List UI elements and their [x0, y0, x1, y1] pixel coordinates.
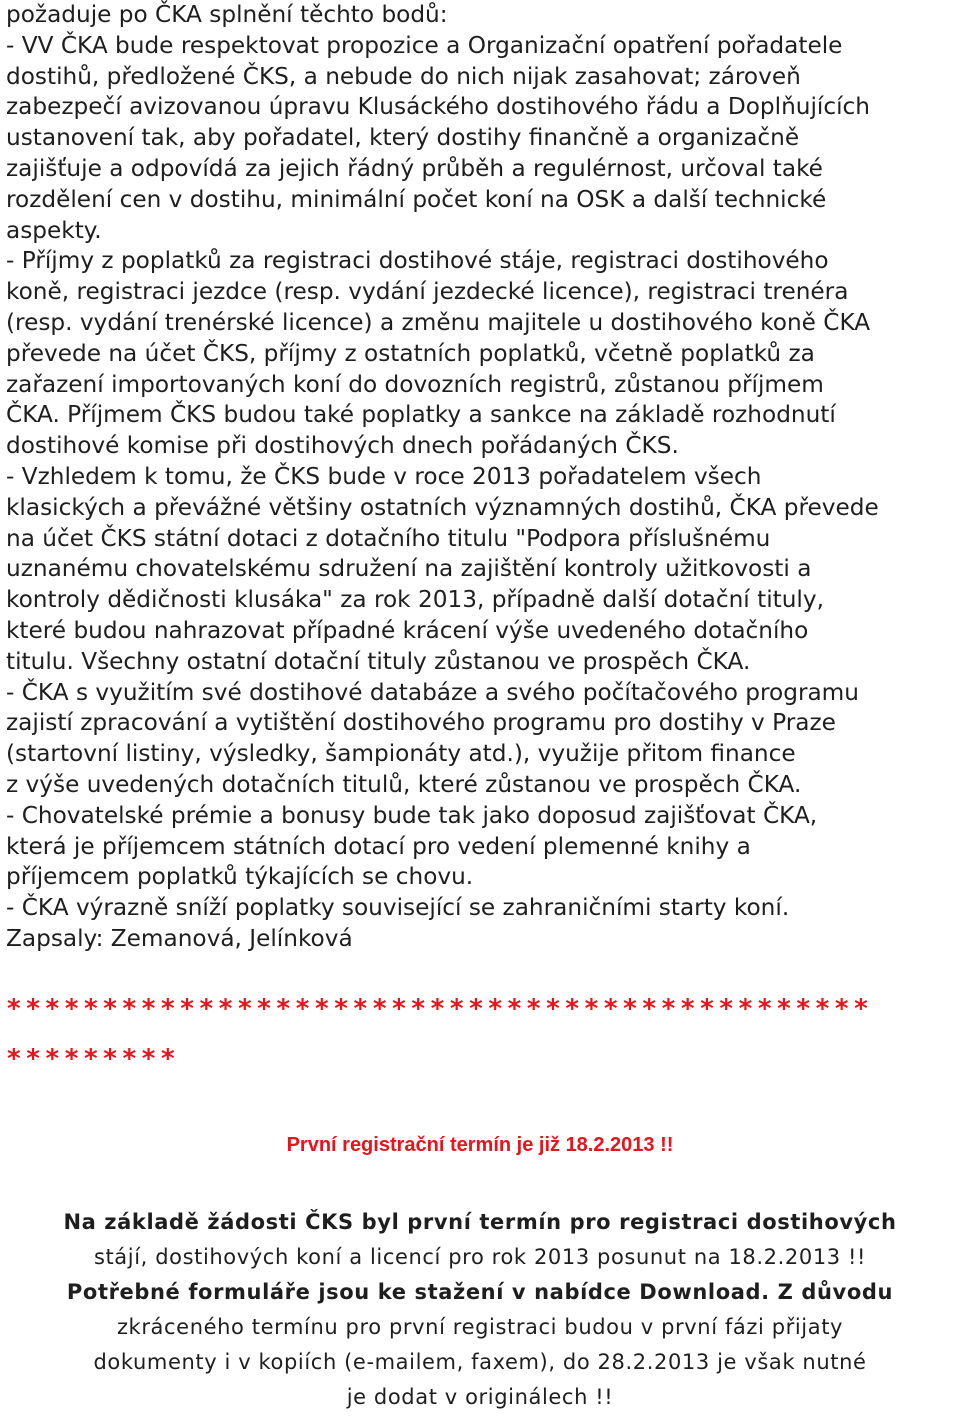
body-line: zařazení importovaných koní do dovozních registrů, zůstanou příjmem — [6, 370, 824, 398]
body-line: zajišťuje a odpovídá za jejich řádný průběh a regulérnost, určoval také — [6, 154, 823, 182]
body-line: uznanému chovatelskému sdružení na zajištění kontroly užitkovosti a — [6, 555, 812, 583]
separator-line: ********* — [6, 1044, 180, 1074]
notice-line: dokumenty i v kopiích (e-mailem, faxem), do 28.2.2013 je však nutné — [93, 1350, 867, 1374]
body-line: - Příjmy z poplatků za registraci dostihové stáje, registraci dostihového — [6, 247, 829, 275]
body-line: rozdělení cen v dostihu, minimální počet koní na OSK a další technické — [6, 185, 827, 213]
body-line: ustanovení tak, aby pořadatel, který dostihy finančně a organizačně — [6, 124, 800, 152]
registration-headline: První registrační termín je již 18.2.2013 !! — [286, 1134, 674, 1156]
body-line: kontroly dědičnosti klusáka" za rok 2013, případně další dotační tituly, — [6, 586, 824, 614]
body-line: klasických a převážné většiny ostatních významných dostihů, ČKA převede — [6, 493, 879, 521]
body-line: příjemcem poplatků týkajících se chovu. — [6, 863, 474, 891]
body-line: (resp. vydání trenérské licence) a změnu majitele u dostihového koně ČKA — [6, 308, 871, 336]
body-line: koně, registraci jezdce (resp. vydání jezdecké licence), registraci trenéra — [6, 278, 849, 306]
body-line: zabezpečí avizovanou úpravu Klusáckého dostihového řádu a Doplňujících — [6, 93, 871, 121]
minutes-body-text — [6, 0, 958, 955]
notice-line: je dodat v originálech !! — [346, 1385, 614, 1409]
body-line: převede na účet ČKS, příjmy z ostatních poplatků, včetně poplatků za — [6, 339, 815, 367]
body-line: ČKA. Příjmem ČKS budou také poplatky a sankce na základě rozhodnutí — [6, 401, 836, 429]
body-line: - ČKA výrazně sníží poplatky související se zahraničními starty koní. — [6, 894, 790, 922]
body-line: z výše uvedených dotačních titulů, které zůstanou ve prospěch ČKA. — [6, 770, 802, 798]
body-line: (startovní listiny, výsledky, šampionáty atd.), využije přitom finance — [6, 740, 796, 768]
separator-line: ********************************************* — [6, 994, 873, 1024]
notice-line: stájí, dostihových koní a licencí pro rok 2013 posunut na 18.2.2013 !! — [93, 1245, 867, 1269]
body-line: zajistí zpracování a vytištění dostihového programu pro dostihy v Praze — [6, 709, 836, 737]
notice-line: Na základě žádosti ČKS byl první termín pro registraci dostihových — [63, 1210, 897, 1234]
asterisk-separator — [6, 984, 958, 1084]
signature-line: Zapsaly: Zemanová, Jelínková — [6, 924, 353, 952]
body-line: na účet ČKS státní dotaci z dotačního titulu "Podpora příslušnému — [6, 524, 771, 552]
body-line: které budou nahrazovat případné krácení výše uvedeného dotačního — [6, 616, 809, 644]
notice-line: zkráceného termínu pro první registraci budou v první fázi přijaty — [116, 1315, 844, 1339]
body-line: dostihové komise při dostihových dnech pořádaných ČKS. — [6, 432, 679, 460]
body-line: - ČKA s využitím své dostihové databáze a svého počítačového programu — [6, 678, 859, 706]
body-line: - Chovatelské prémie a bonusy bude tak jako doposud zajišťovat ČKA, — [6, 801, 818, 829]
notice-line: Potřebné formuláře jsou ke stažení v nabídce Download. Z důvodu — [66, 1280, 894, 1304]
body-line: požaduje po ČKA splnění těchto bodů: — [6, 1, 448, 28]
body-line: která je příjemcem státních dotací pro vedení plemenné knihy a — [6, 832, 751, 860]
body-line: - Vzhledem k tomu, že ČKS bude v roce 2013 pořadatelem všech — [6, 462, 762, 490]
body-line: aspekty. — [6, 216, 102, 244]
body-line: - VV ČKA bude respektovat propozice a Organizační opatření pořadatele — [6, 31, 843, 59]
body-line: dostihů, předložené ČKS, a nebude do nich nijak zasahovat; zároveň — [6, 62, 801, 90]
registration-notice — [0, 1205, 960, 1415]
body-line: titulu. Všechny ostatní dotační tituly zůstanou ve prospěch ČKA. — [6, 647, 751, 675]
